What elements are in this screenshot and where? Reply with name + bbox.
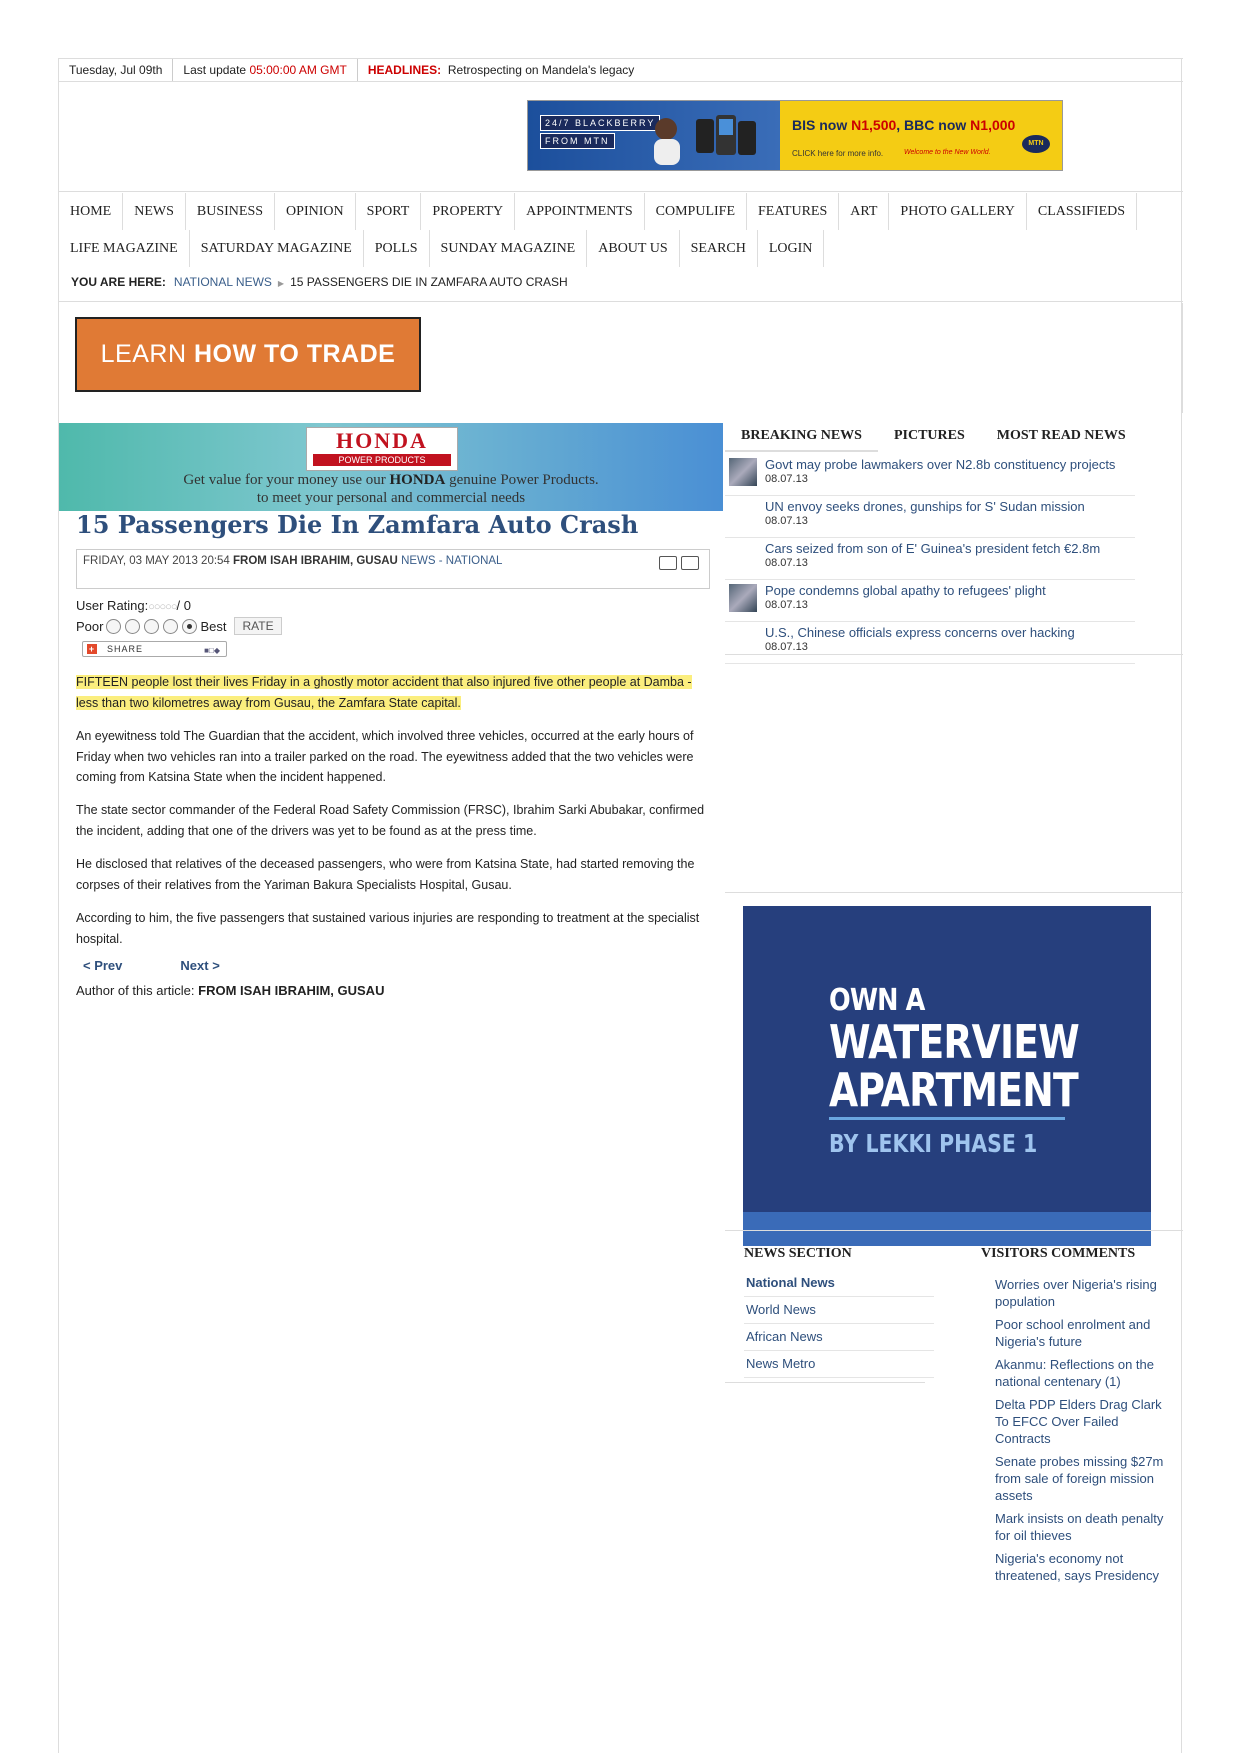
article-paragraph: An eyewitness told The Guardian that the accident, which involved three vehicles, occurred at the early hours of Friday when two vehicles ran into a trailer parked on the road. The eyewitness added that the two vehicles were coming from Katsina State when the incident happened. [76, 729, 694, 784]
social-icons: ■□◆ [204, 646, 220, 655]
nav-item-login[interactable]: LOGIN [758, 230, 825, 267]
news-date: 08.07.13 [765, 473, 808, 485]
news-title-link[interactable]: Govt may probe lawmakers over N2.8b constituency projects [765, 457, 1116, 472]
article-paragraph: He disclosed that relatives of the deceased passengers, who were from Katsina State, had started removing the corpses of their relatives from the Yariman Bakura Specialists Hospital, Gusau. [76, 857, 695, 892]
print-icon[interactable] [659, 556, 677, 570]
current-date: Tuesday, Jul 09th [59, 59, 173, 81]
email-icon[interactable] [681, 556, 699, 570]
news-item[interactable] [725, 496, 1135, 538]
top-bar [59, 58, 1183, 82]
mtn-logo: MTN [1022, 135, 1050, 153]
article-lead: FIFTEEN people lost their lives Friday in a ghostly motor accident that also injured five other people at Damba -less than two kilometres away from Gusau, the Zamfara State capital. [76, 675, 692, 710]
rating-radio-2[interactable] [125, 619, 140, 634]
page [58, 58, 1182, 1753]
headlines: HEADLINES: Retrospecting on Mandela's legacy [358, 59, 644, 81]
user-rating: User Rating:○○○○○/ 0 [76, 598, 191, 613]
visitor-comment-link[interactable]: Senate probes missing $27m from sale of foreign mission assets [995, 1454, 1164, 1503]
news-item[interactable] [725, 622, 1135, 664]
next-link[interactable]: Next > [180, 958, 220, 973]
breadcrumb-arrow-icon: ▶ [277, 279, 285, 288]
article-category[interactable]: NEWS - NATIONAL [401, 555, 503, 567]
mtn-offer: BIS now N1,500, BBC now N1,000 [792, 117, 1016, 133]
rate-button[interactable]: RATE [234, 617, 281, 635]
article-author: Author of this article: FROM ISAH IBRAHIM, GUSAU [76, 983, 385, 998]
article-date: FRIDAY, 03 MAY 2013 20:54 [83, 555, 230, 567]
rating-radio-3[interactable] [144, 619, 159, 634]
article-paragraph: The state sector commander of the Federal Road Safety Commission (FRSC), Ibrahim Sarki Abubakar, confirmed the incident, adding that one of the drivers was yet to be found as at the press time. [76, 803, 705, 838]
news-date: 08.07.13 [765, 641, 808, 653]
news-tabs [725, 422, 1183, 452]
nav-item-property[interactable]: PROPERTY [421, 193, 515, 230]
news-item[interactable] [725, 454, 1135, 496]
tab-most-read[interactable]: MOST READ NEWS [996, 428, 1126, 443]
nav-item-art[interactable]: ART [839, 193, 889, 230]
news-section-link[interactable]: World News [744, 1297, 934, 1324]
nav-item-sport[interactable]: SPORT [356, 193, 422, 230]
news-section-list [744, 1270, 934, 1378]
visitor-comment-link[interactable]: Akanmu: Reflections on the national centenary (1) [995, 1357, 1154, 1389]
news-item[interactable] [725, 580, 1135, 622]
breadcrumb-section-link[interactable]: NATIONAL NEWS [173, 275, 272, 289]
tab-pictures[interactable]: PICTURES [893, 428, 965, 443]
nav-row-1 [59, 193, 1183, 230]
rating-radio-1[interactable] [106, 619, 121, 634]
news-thumbnail [729, 458, 757, 486]
nav-item-news[interactable]: NEWS [123, 193, 186, 230]
nav-item-business[interactable]: BUSINESS [186, 193, 275, 230]
rating-radio-4[interactable] [163, 619, 178, 634]
tab-breaking-news[interactable]: BREAKING NEWS [725, 422, 878, 452]
plus-icon: + [88, 644, 96, 654]
nav-item-about-us[interactable]: ABOUT US [587, 230, 679, 267]
phones-image [648, 109, 768, 165]
nav-item-classifieds[interactable]: CLASSIFIEDS [1027, 193, 1137, 230]
news-date: 08.07.13 [765, 599, 808, 611]
breaking-news-list [725, 454, 1135, 664]
news-item[interactable] [725, 538, 1135, 580]
learn-trade-ad[interactable]: LEARN HOW TO TRADE [75, 317, 421, 392]
nav-item-home[interactable]: HOME [59, 193, 123, 230]
nav-item-compulife[interactable]: COMPULIFE [645, 193, 747, 230]
article-meta [76, 549, 710, 589]
pagination [83, 958, 220, 973]
nav-item-saturday-magazine[interactable]: SATURDAY MAGAZINE [190, 230, 364, 267]
nav-item-life-magazine[interactable]: LIFE MAGAZINE [59, 230, 190, 267]
news-section-heading: NEWS SECTION [744, 1246, 852, 1261]
breadcrumb-current: 15 PASSENGERS DIE IN ZAMFARA AUTO CRASH [290, 275, 568, 289]
headline-link[interactable]: Retrospecting on Mandela's legacy [447, 63, 635, 77]
mtn-blackberry-ad[interactable]: 24/7 BLACKBERRY FROM MTN BIS now N1,500, BBC now N1,000 CLICK here for more info. Welcome to the New World. MTN [527, 100, 1063, 171]
share-button[interactable]: + SHARE ■□◆ [82, 641, 227, 657]
nav-item-opinion[interactable]: OPINION [275, 193, 356, 230]
trade-ad-region [59, 303, 1183, 413]
nav-item-sunday-magazine[interactable]: SUNDAY MAGAZINE [430, 230, 588, 267]
article-title: 15 Passengers Die In Zamfara Auto Crash [76, 510, 639, 539]
last-update: Last update 05:00:00 AM GMT [173, 59, 357, 81]
visitor-comment-link[interactable]: Delta PDP Elders Drag Clark To EFCC Over Failed Contracts [995, 1397, 1162, 1446]
nav-item-polls[interactable]: POLLS [364, 230, 430, 267]
prev-link[interactable]: < Prev [83, 958, 123, 973]
news-date: 08.07.13 [765, 515, 808, 527]
main-nav [59, 193, 1183, 267]
rating-stars-icon: ○○○○○ [148, 601, 177, 613]
honda-ad[interactable]: HONDA POWER PRODUCTS Get value for your money use our HONDA genuine Power Products. to meet your personal and commercial needs [59, 423, 723, 511]
nav-item-appointments[interactable]: APPOINTMENTS [515, 193, 645, 230]
news-section-link[interactable]: National News [744, 1270, 934, 1297]
nav-item-features[interactable]: FEATURES [747, 193, 839, 230]
news-section-link[interactable]: African News [744, 1324, 934, 1351]
article-paragraph: According to him, the five passengers that sustained various injuries are responding to treatment at the specialist hospital. [76, 911, 700, 946]
nav-row-2 [59, 230, 1183, 267]
visitor-comment-link[interactable]: Nigeria's economy not threatened, says Presidency [995, 1551, 1160, 1583]
rate-form: Poor Best RATE [76, 617, 282, 635]
news-title-link[interactable]: UN envoy seeks drones, gunships for S' Sudan mission [765, 499, 1085, 514]
visitor-comment-link[interactable]: Mark insists on death penalty for oil thieves [995, 1511, 1164, 1543]
honda-logo: HONDA POWER PRODUCTS [306, 427, 458, 471]
news-date: 08.07.13 [765, 557, 808, 569]
visitors-comments-list [995, 1276, 1165, 1590]
breadcrumb: YOU ARE HERE: NATIONAL NEWS ▶ 15 PASSENGERS DIE IN ZAMFARA AUTO CRASH [59, 272, 1183, 302]
news-title-link[interactable]: Cars seized from son of E' Guinea's president fetch €2.8m [765, 541, 1101, 556]
nav-item-photo-gallery[interactable]: PHOTO GALLERY [889, 193, 1026, 230]
news-title-link[interactable]: Pope condemns global apathy to refugees' plight [765, 583, 1046, 598]
visitors-comments-heading: VISITORS COMMENTS [981, 1246, 1136, 1261]
visitor-comment-link[interactable]: Poor school enrolment and Nigeria's future [995, 1317, 1151, 1349]
news-title-link[interactable]: U.S., Chinese officials express concerns over hacking [765, 625, 1075, 640]
waterview-apartment-ad[interactable]: OWN A WATERVIEW APARTMENT BY LEKKI PHASE 1 [743, 906, 1151, 1246]
news-thumbnail [729, 584, 757, 612]
rating-radio-5[interactable] [182, 619, 197, 634]
nav-item-search[interactable]: SEARCH [680, 230, 758, 267]
news-section-link[interactable]: News Metro [744, 1351, 934, 1378]
visitor-comment-link[interactable]: Worries over Nigeria's rising population [995, 1277, 1157, 1309]
article-byline: FROM ISAH IBRAHIM, GUSAU [233, 555, 398, 567]
